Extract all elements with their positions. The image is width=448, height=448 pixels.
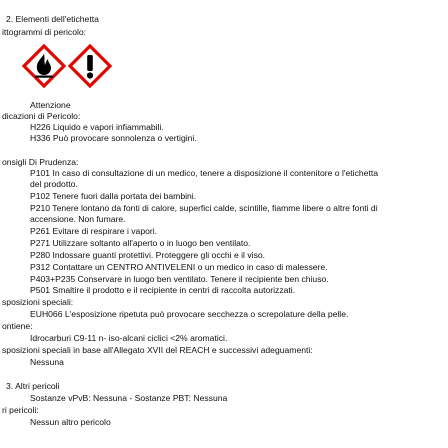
section-heading-label-elements: 2. Elementi dell'etichetta — [6, 14, 99, 24]
section-heading-other-hazards: 3. Altri pericoli — [6, 381, 60, 391]
reach-annex-value: Nessuna — [30, 357, 64, 367]
flame-pictogram-icon — [22, 44, 66, 88]
hazard-statement: H336 Può provocare sonnolenza o vertigini. — [30, 133, 197, 143]
precautionary-statements-label: onsigli Di Prudenza: — [2, 157, 79, 167]
precautionary-statement-continued: accensione. Non fumare. — [30, 214, 126, 224]
precautionary-statement: P280 Indossare guanti protettivi. Proteggere gli occhi e il viso. — [30, 250, 266, 260]
precautionary-statement: P102 Tenere fuori dalla portata dei bambini. — [30, 191, 197, 201]
reach-annex-label: sposizioni speciali in base all'Allegato XVII del REACH e successivi adeguamenti: — [2, 345, 313, 355]
special-provision-statement: EUH066 L'esposizione ripetuta può provocare secchezza o screpolature della pelle. — [30, 309, 349, 319]
precautionary-statement: P501 Smaltire il prodotto e il recipiente in centri di raccolta autorizzati. — [30, 285, 296, 295]
other-hazards-value: Nessun altro pericolo — [30, 417, 111, 427]
vpvb-pbt-statement: Sostanze vPvB: Nessuna - Sostanze PBT: Nessuna — [30, 393, 228, 403]
pictograms-label: ittogrammi di pericolo: — [2, 27, 87, 37]
other-hazards-label: ri pericoli: — [2, 405, 39, 415]
precautionary-statement: P210 Tenere lontano da fonti di calore, superfici calde, scintille, fiamme libere o altre fonti di — [30, 203, 378, 213]
precautionary-statement: P271 Utilizzare soltanto all'aperto o in luogo ben ventilato. — [30, 238, 251, 248]
signal-word: Attenzione — [30, 100, 71, 110]
precautionary-statement: P403+P235 Conservare in luogo ben ventilato. Tenere il recipiente ben chiuso. — [30, 274, 329, 284]
exclamation-pictogram-icon — [68, 44, 112, 88]
precautionary-statement: P101 In caso di consultazione di un medico, tenere a disposizione il contenitore o l'etichetta — [30, 168, 378, 178]
contains-value: Idrocarburi C9-11 n- iso-alcani ciclici <2% aromatici. — [30, 333, 228, 343]
hazard-statements-label: dicazioni di Pericolo: — [2, 111, 81, 121]
contains-label: ontiene: — [2, 321, 33, 331]
precautionary-statement: P261 Evitare di respirare i vapori. — [30, 226, 158, 236]
special-provisions-label: sposizioni speciali: — [2, 297, 74, 307]
precautionary-statement-continued: del prodotto. — [30, 179, 78, 189]
hazard-statement: H226 Liquido e vapori infiammabili. — [30, 122, 164, 132]
precautionary-statement: P312 Contattare un CENTRO ANTIVELENI o un medico in caso di malessere. — [30, 262, 328, 272]
